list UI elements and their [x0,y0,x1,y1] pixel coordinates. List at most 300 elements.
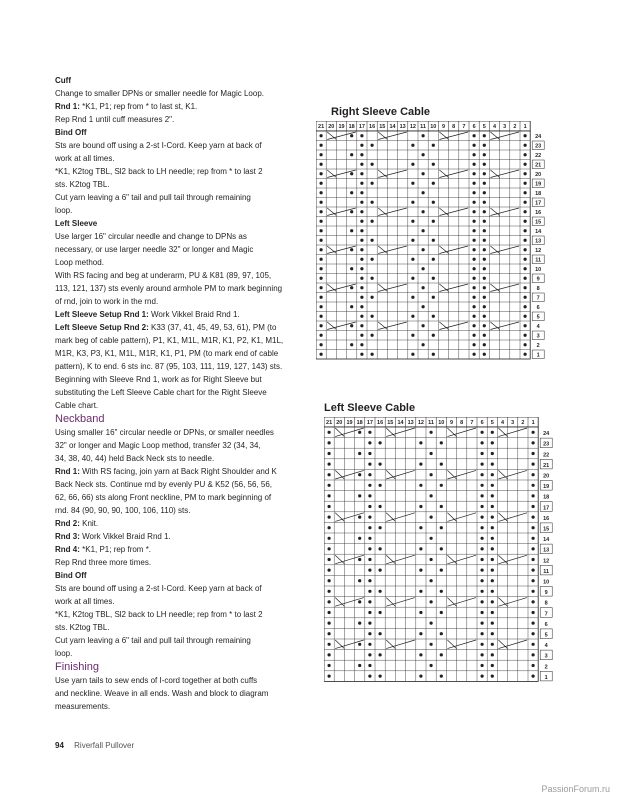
purl-dot [473,191,476,194]
purl-dot [419,526,422,529]
purl-dot [411,201,414,204]
bindoff-line: sts. K2tog TBL. [55,623,110,632]
purl-dot [440,675,443,678]
purl-dot [360,229,363,232]
page-footer [55,741,134,750]
row-number: 18 [535,191,542,197]
purl-dot [440,484,443,487]
purl-dot [491,516,494,519]
purl-dot [524,315,527,318]
purl-dot [320,277,323,280]
purl-dot [360,343,363,346]
left-sleeve-setup2-line: pattern), K to end. 6 sts inc. 87 (95, 103, 111, 119, 127, 143) sts. [55,362,283,371]
purl-dot [350,343,353,346]
purl-dot [532,569,535,572]
purl-dot [360,191,363,194]
purl-dot [432,163,435,166]
purl-dot [368,600,371,603]
purl-dot [473,296,476,299]
left-sleeve-line: substituting the Left Sleeve Cable chart for the Right Sleeve [55,388,267,397]
left-sleeve-line: With RS facing and beg at underarm, PU & K81 (89, 97, 105, [55,271,272,280]
purl-dot [524,305,527,308]
column-number: 21 [318,124,325,130]
purl-dot [320,163,323,166]
purl-dot [360,153,363,156]
column-number: 20 [328,124,335,130]
purl-dot [368,590,371,593]
purl-dot [419,590,422,593]
purl-dot [481,653,484,656]
column-number: 20 [336,420,343,426]
purl-dot [411,296,414,299]
purl-dot [350,286,353,289]
purl-dot [411,334,414,337]
purl-dot [491,484,494,487]
row-number: 20 [543,473,550,480]
bindoff-line: Cut yarn leaving a 6" tail and pull tail through remaining [55,636,251,645]
purl-dot [368,494,371,497]
row-number: 22 [535,153,542,159]
purl-dot [419,653,422,656]
cuff-line: Change to smaller DPNs or smaller needle for Magic Loop. [55,89,264,98]
purl-dot [483,286,486,289]
purl-dot [440,569,443,572]
purl-dot [430,579,433,582]
bindoff-line: loop. [55,649,73,658]
purl-dot [524,324,527,327]
purl-dot [532,622,535,625]
row-number: 9 [544,590,548,597]
purl-dot [328,664,331,667]
purl-dot [328,452,331,455]
purl-dot [491,463,494,466]
purl-dot [358,664,361,667]
purl-dot [360,239,363,242]
purl-dot [532,516,535,519]
column-number: 11 [420,124,427,130]
column-number: 14 [389,124,396,130]
purl-dot [524,191,527,194]
purl-dot [328,537,331,540]
column-number: 1 [523,124,527,130]
purl-dot [481,600,484,603]
purl-dot [481,590,484,593]
purl-dot [483,258,486,261]
purl-dot [481,547,484,550]
purl-dot [360,277,363,280]
purl-dot [328,579,331,582]
purl-dot [360,172,363,175]
right-sleeve-chart-title: Right Sleeve Cable [331,106,431,118]
row-number: 15 [535,219,542,226]
purl-dot [328,558,331,561]
purl-dot [320,153,323,156]
purl-dot [524,248,527,251]
instructions-column [55,74,305,713]
finishing-line: and neckline. Weave in all ends. Wash and block to diagram [55,689,269,698]
purl-dot [440,526,443,529]
purl-dot [432,144,435,147]
purl-dot [532,547,535,550]
column-number: 10 [438,420,445,426]
bindoff-line: Sts are bound off using a 2-st I-Cord. Keep yarn at back of [55,141,262,150]
row-number: 23 [543,441,550,448]
purl-dot [473,315,476,318]
column-number: 3 [511,420,515,426]
left-sleeve-line: Beginning with Sleeve Rnd 1, work as for Right Sleeve but [55,375,262,384]
purl-dot [419,675,422,678]
purl-dot [532,484,535,487]
column-number: 4 [500,420,505,426]
purl-dot [491,547,494,550]
left-sleeve-setup2-line: mark beg of cable pattern), P1, K1, M1L, M1R, K1, P2, K1, M1L, [55,336,284,345]
row-number: 8 [536,286,540,292]
row-number: 9 [536,276,540,283]
finishing-heading: Finishing [55,661,100,673]
purl-dot [491,664,494,667]
purl-dot [432,239,435,242]
column-number: 6 [480,420,484,426]
purl-dot [368,664,371,667]
column-number: 8 [460,420,464,426]
purl-dot [481,537,484,540]
purl-dot [473,229,476,232]
purl-dot [379,611,382,614]
purl-dot [532,505,535,508]
purl-dot [422,210,425,213]
purl-dot [473,258,476,261]
purl-dot [481,441,484,444]
purl-dot [524,172,527,175]
purl-dot [524,144,527,147]
purl-dot [473,334,476,337]
purl-dot [532,611,535,614]
purl-dot [481,569,484,572]
purl-dot [419,569,422,572]
purl-dot [532,537,535,540]
row-number: 3 [544,653,548,660]
purl-dot [532,463,535,466]
left-sleeve-heading: Left Sleeve [55,219,98,228]
purl-dot [483,210,486,213]
purl-dot [379,441,382,444]
purl-dot [483,220,486,223]
purl-dot [360,305,363,308]
purl-dot [481,675,484,678]
purl-dot [350,324,353,327]
purl-dot [473,172,476,175]
purl-dot [328,653,331,656]
purl-dot [430,516,433,519]
purl-dot [350,134,353,137]
purl-dot [481,516,484,519]
purl-dot [491,505,494,508]
row-number: 14 [535,229,542,235]
purl-dot [524,210,527,213]
purl-dot [368,569,371,572]
purl-dot [483,239,486,242]
purl-dot [379,547,382,550]
purl-dot [368,473,371,476]
column-number: 17 [358,124,365,130]
neckband-rnd2: Rnd 2: Knit. [55,519,99,528]
row-number: 7 [536,295,540,302]
purl-dot [371,258,374,261]
purl-dot [419,441,422,444]
purl-dot [411,182,414,185]
purl-dot [524,258,527,261]
purl-dot [483,134,486,137]
purl-dot [371,296,374,299]
purl-dot [358,431,361,434]
purl-dot [328,600,331,603]
row-number: 12 [535,248,542,254]
purl-dot [481,431,484,434]
purl-dot [473,144,476,147]
row-number: 4 [544,643,548,650]
neckband-heading: Neckband [55,413,105,425]
purl-dot [432,201,435,204]
purl-dot [432,258,435,261]
purl-dot [473,182,476,185]
row-number: 2 [536,343,540,349]
purl-dot [532,526,535,529]
bindoff-line: work at all times. [55,597,115,606]
purl-dot [368,431,371,434]
row-number: 11 [543,568,550,575]
purl-dot [491,600,494,603]
purl-dot [524,343,527,346]
neckband-line: Back Neck sts. Continue rnd by evenly PU & K52 (56, 56, 56, [55,480,272,489]
purl-dot [360,134,363,137]
purl-dot [328,516,331,519]
purl-dot [320,248,323,251]
purl-dot [532,600,535,603]
purl-dot [440,632,443,635]
purl-dot [368,463,371,466]
purl-dot [419,505,422,508]
purl-dot [320,210,323,213]
purl-dot [491,526,494,529]
purl-dot [483,201,486,204]
purl-dot [483,277,486,280]
purl-dot [473,210,476,213]
purl-dot [473,343,476,346]
purl-dot [440,463,443,466]
purl-dot [358,643,361,646]
row-number: 4 [536,324,540,330]
purl-dot [368,547,371,550]
row-number: 19 [535,181,542,188]
purl-dot [358,516,361,519]
purl-dot [491,579,494,582]
row-number: 1 [536,352,540,359]
row-number: 21 [535,162,542,169]
purl-dot [532,664,535,667]
purl-dot [350,172,353,175]
purl-dot [360,286,363,289]
row-number: 5 [536,314,540,321]
purl-dot [320,191,323,194]
purl-dot [524,296,527,299]
purl-dot [481,643,484,646]
column-number: 8 [452,124,456,130]
left-sleeve-line: Use larger 16" circular needle and change to DPNs as [55,232,247,241]
purl-dot [491,569,494,572]
row-number: 12 [543,558,550,565]
purl-dot [473,201,476,204]
purl-dot [422,248,425,251]
purl-dot [320,305,323,308]
purl-dot [483,191,486,194]
purl-dot [379,505,382,508]
row-number: 17 [535,200,542,207]
purl-dot [368,622,371,625]
purl-dot [481,463,484,466]
purl-dot [360,267,363,270]
purl-dot [368,484,371,487]
purl-dot [491,441,494,444]
purl-dot [483,305,486,308]
purl-dot [379,653,382,656]
purl-dot [371,201,374,204]
purl-dot [411,144,414,147]
purl-dot [422,229,425,232]
bindoff-line: sts. K2tog TBL. [55,180,110,189]
bindoff-heading: Bind Off [55,128,87,137]
purl-dot [328,431,331,434]
purl-dot [328,463,331,466]
row-number: 3 [536,333,540,340]
purl-dot [360,296,363,299]
purl-dot [532,441,535,444]
purl-dot [422,267,425,270]
purl-dot [328,675,331,678]
column-number: 4 [492,124,497,130]
purl-dot [358,473,361,476]
purl-dot [524,182,527,185]
purl-dot [368,516,371,519]
purl-dot [328,473,331,476]
purl-dot [422,343,425,346]
purl-dot [379,484,382,487]
row-number: 20 [535,172,542,178]
purl-dot [440,653,443,656]
purl-dot [440,590,443,593]
purl-dot [483,315,486,318]
purl-dot [473,153,476,156]
purl-dot [432,334,435,337]
purl-dot [532,452,535,455]
purl-dot [473,353,476,356]
left-sleeve-setup2-line: M1R, K3, P3, K1, M1L, M1R, K1, P1, PM (to mark end of cable [55,349,279,358]
purl-dot [320,324,323,327]
row-number: 24 [543,431,550,438]
purl-dot [379,632,382,635]
purl-dot [328,632,331,635]
purl-dot [368,558,371,561]
right-sleeve-cable-chart [316,121,556,373]
purl-dot [360,220,363,223]
row-number: 11 [535,257,542,264]
purl-dot [328,505,331,508]
purl-dot [491,494,494,497]
row-number: 23 [535,143,542,150]
row-number: 2 [544,664,548,671]
purl-dot [481,494,484,497]
bindoff-line: loop. [55,206,73,215]
purl-dot [358,558,361,561]
purl-dot [483,172,486,175]
purl-dot [483,163,486,166]
row-number: 8 [544,600,548,607]
purl-dot [320,296,323,299]
purl-dot [422,153,425,156]
purl-dot [360,334,363,337]
purl-dot [320,258,323,261]
purl-dot [350,305,353,308]
purl-dot [473,286,476,289]
purl-dot [328,441,331,444]
purl-dot [411,277,414,280]
left-sleeve-chart-title: Left Sleeve Cable [324,402,416,414]
neckband-line: 32" or longer and Magic Loop method, transfer 32 (34, 34, [55,441,261,450]
column-number: 13 [407,420,414,426]
purl-dot [328,526,331,529]
neckband-rnd4: Rnd 4: *K1, P1; rep from *. [55,545,152,554]
purl-dot [481,664,484,667]
purl-dot [320,201,323,204]
purl-dot [350,248,353,251]
purl-dot [379,675,382,678]
column-number: 1 [531,420,535,426]
purl-dot [320,134,323,137]
purl-dot [524,277,527,280]
purl-dot [328,547,331,550]
purl-dot [368,505,371,508]
purl-dot [368,441,371,444]
purl-dot [411,239,414,242]
row-number: 15 [543,526,550,533]
column-number: 9 [449,420,454,426]
purl-dot [532,558,535,561]
purl-dot [524,229,527,232]
column-number: 15 [387,420,394,426]
row-number: 7 [544,611,548,618]
purl-dot [532,653,535,656]
purl-dot [532,431,535,434]
purl-dot [368,632,371,635]
purl-dot [524,163,527,166]
purl-dot [368,537,371,540]
purl-dot [532,579,535,582]
column-number: 12 [409,124,416,130]
purl-dot [360,201,363,204]
purl-dot [481,558,484,561]
finishing-line: Use yarn tails to sew ends of I-cord together at both cuffs [55,676,258,685]
neckband-line: rnd. 84 (90, 90, 90, 100, 106, 110) sts. [55,506,191,515]
purl-dot [350,153,353,156]
purl-dot [430,664,433,667]
row-number: 10 [535,267,542,273]
column-number: 19 [346,420,353,426]
purl-dot [371,144,374,147]
purl-dot [358,622,361,625]
purl-dot [440,611,443,614]
row-number: 24 [535,134,542,140]
purl-dot [419,547,422,550]
purl-dot [473,248,476,251]
